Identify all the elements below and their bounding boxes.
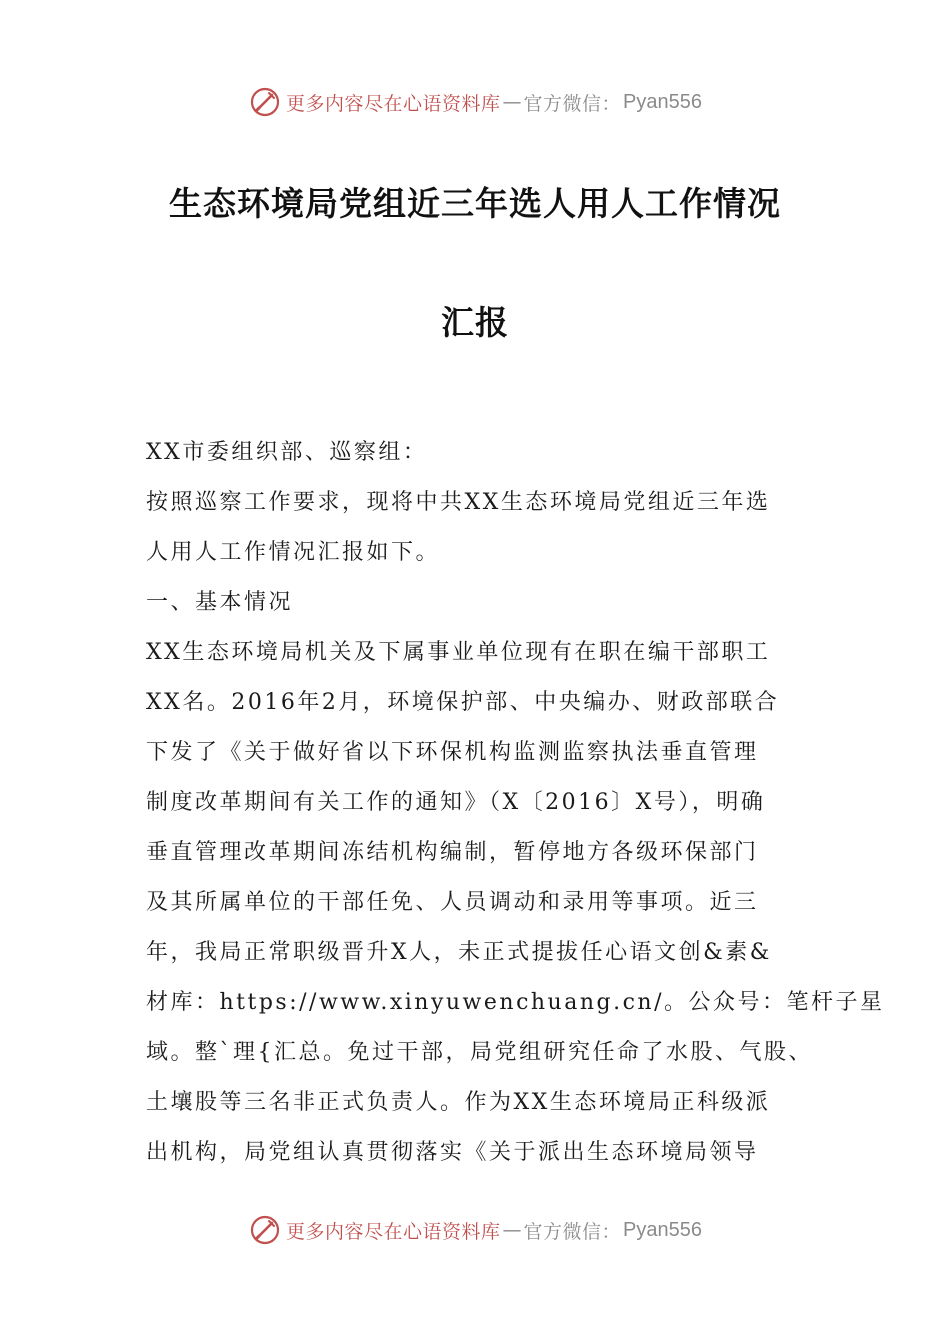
body-line: 出机构，局党组认真贯彻落实《关于派出生态环境局领导 <box>146 1140 759 1165</box>
body-line: 人用人工作情况汇报如下。 <box>146 540 441 565</box>
document-body <box>146 428 885 1178</box>
document-title-line-2: 汇报 <box>441 303 509 342</box>
watermark-wechat-id: Pyan556 <box>623 90 702 113</box>
body-line: 制度改革期间有关工作的通知》（X〔2016〕X号），明确 <box>146 790 766 815</box>
body-line: 按照巡察工作要求，现将中共XX生态环境局党组近三年选 <box>146 490 771 515</box>
watermark-dash: — <box>502 91 522 113</box>
watermark-wechat-id: Pyan556 <box>623 1218 702 1241</box>
body-line: 下发了《关于做好省以下环保机构监测监察执法垂直管理 <box>146 740 759 765</box>
body-line: 及其所属单位的干部任免、人员调动和录用等事项。近三 <box>146 890 759 915</box>
body-line: 材库：https://www.xinyuwenchuang.cn/。公众号：笔杆子星 <box>146 990 885 1015</box>
watermark-banner-top <box>0 82 950 122</box>
body-line: 垂直管理改革期间冻结机构编制，暂停地方各级环保部门 <box>146 840 759 865</box>
pen-circle-logo-icon <box>248 85 282 119</box>
watermark-right-text: 官方微信： <box>523 92 622 115</box>
body-line: XX生态环境局机关及下属事业单位现有在职在编干部职工 <box>146 640 771 665</box>
document-title-line-1: 生态环境局党组近三年选人用人工作情况 <box>169 184 781 223</box>
body-line: 域。整`理{汇总。免过干部，局党组研究任命了水股、气股、 <box>146 1040 813 1065</box>
body-line: XX名。2016年2月，环境保护部、中央编办、财政部联合 <box>146 690 780 715</box>
body-line: XX市委组织部、巡察组： <box>146 440 428 465</box>
watermark-left-text: 更多内容尽在心语资料库 <box>286 92 501 115</box>
pen-circle-logo-icon <box>248 1213 282 1247</box>
body-line: 年，我局正常职级晋升X人，未正式提拔任心语文创&素& <box>146 940 772 965</box>
watermark-left-text: 更多内容尽在心语资料库 <box>286 1220 501 1243</box>
body-line: 土壤股等三名非正式负责人。作为XX生态环境局正科级派 <box>146 1090 771 1115</box>
watermark-banner-bottom <box>0 1210 950 1250</box>
watermark-right-text: 官方微信： <box>523 1220 622 1243</box>
section-heading: 一、基本情况 <box>146 590 294 615</box>
watermark-dash: — <box>502 1219 522 1241</box>
